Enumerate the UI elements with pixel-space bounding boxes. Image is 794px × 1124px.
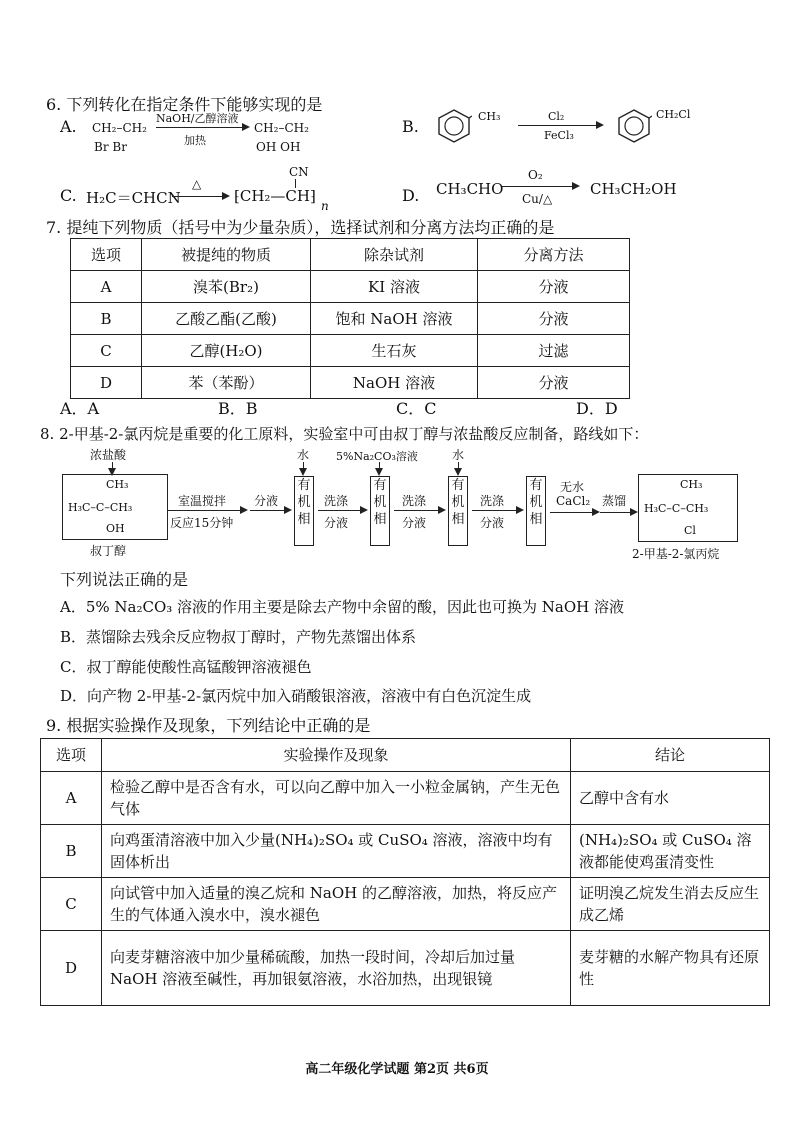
table-row (41, 931, 770, 1006)
q7-cell: 乙醇(H₂O) (142, 335, 311, 367)
q8-wash2-top: 洗涤 (402, 494, 427, 508)
benzene-ring-benzyl-chloride (616, 108, 652, 144)
q8-distill: 蒸馏 (602, 494, 627, 508)
q6a-product: CH₂–CH₂ (254, 121, 309, 135)
q9-cell: C (41, 878, 102, 931)
q9-cell: 检验乙醇中是否含有水，可以向乙醇中加入一小粒金属钠，产生无色气体 (102, 772, 571, 825)
q8-option-b: B．蒸馏除去残余反应物叔丁醇时，产物先蒸馏出体系 (60, 628, 417, 646)
q8-product-ch3: CH₃ (680, 478, 703, 491)
q6d-cond-top: O₂ (528, 168, 543, 182)
q9-header-cell: 选项 (41, 739, 102, 772)
q6b-cond-top: Cl₂ (548, 110, 565, 123)
q8-step1-top: 室温搅拌 (178, 494, 227, 508)
q6d-cond-bottom: Cu/△ (522, 192, 553, 206)
q7-cell: 分液 (478, 367, 630, 399)
q9-cell: 麦芽糖的水解产物具有还原性 (571, 931, 770, 1006)
q8-arrow-7 (600, 512, 636, 513)
page-footer: 高二年级化学试题 第2页 共6页 (305, 1062, 489, 1077)
q7-cell: D (71, 367, 142, 399)
q7-option-c: C．C (396, 399, 437, 418)
q6b-substituent-left: CH₃ (478, 110, 501, 123)
q9-header-row (41, 739, 770, 772)
q8-arrow-na2co3 (379, 462, 380, 474)
q8-organic-phase-2: 有机相 (370, 476, 390, 546)
q8-arrow-water-1 (303, 462, 304, 474)
q8-option-d: D．向产物 2-甲基-2-氯丙烷中加入硝酸银溶液，溶液中有白色沉淀生成 (60, 687, 532, 705)
q6a-arrow (156, 127, 248, 128)
q6a-reactant-sub: Br Br (94, 140, 127, 154)
q7-cell: NaOH 溶液 (311, 367, 478, 399)
q6c-arrow (172, 196, 228, 197)
q7-option-d: D．D (576, 399, 618, 418)
q8-arrow-4 (394, 510, 444, 511)
table-row (41, 772, 770, 825)
q6d-arrow (502, 186, 578, 187)
q8-wash1-top: 洗涤 (324, 494, 349, 508)
table-row (71, 303, 630, 335)
q8-stem: 8. 2-甲基-2-氯丙烷是重要的化工原料，实验室中可由叔丁醇与浓盐酸反应制备，路线如下： (40, 425, 649, 443)
q7-option-a: A．A (60, 399, 100, 418)
q6-option-d-letter: D. (402, 186, 420, 205)
q8-water-1: 水 (297, 448, 310, 462)
q8-arrow-hcl (112, 462, 113, 474)
q8-organic-phase-3: 有机相 (448, 476, 468, 546)
q8-dry-bottom: CaCl₂ (556, 494, 591, 508)
q6a-cond-bottom: 加热 (184, 134, 206, 147)
q6-stem: 6. 下列转化在指定条件下能够实现的是 (46, 95, 323, 114)
q9-cell: D (41, 931, 102, 1006)
table-row (41, 825, 770, 878)
q6b-substituent-right: CH₂Cl (656, 108, 691, 121)
q7-cell: 苯（苯酚） (142, 367, 311, 399)
q7-option-b: B．B (218, 399, 258, 418)
table-row (41, 878, 770, 931)
q6a-product-sub: OH OH (256, 140, 301, 154)
q9-cell: 向鸡蛋清溶液中加入少量(NH₄)₂SO₄ 或 CuSO₄ 溶液，溶液中均有固体析出 (102, 825, 571, 878)
q7-header-cell: 被提纯的物质 (142, 239, 311, 271)
q8-reagent-hcl: 浓盐酸 (90, 448, 127, 462)
q6-option-b-letter: B. (402, 117, 419, 136)
q7-cell: 分液 (478, 271, 630, 303)
q6a-reactant: CH₂–CH₂ (92, 121, 147, 135)
q7-cell: 分液 (478, 303, 630, 335)
q8-wash3-bottom: 分液 (480, 516, 505, 530)
q9-cell: B (41, 825, 102, 878)
q8-option-c: C．叔丁醇能使酸性高锰酸钾溶液褪色 (60, 658, 312, 676)
q9-cell: 向麦芽糖溶液中加少量稀硫酸，加热一段时间，冷却后加过量 NaOH 溶液至碱性，再加银氨溶液，水浴加热，出现银镜 (102, 931, 571, 1006)
q8-product-row: H₃C–C–CH₃ (644, 502, 709, 515)
q6c-product: ⁅CH₂—CH⁆ (234, 187, 316, 205)
q7-cell: 生石灰 (311, 335, 478, 367)
q7-cell: 溴苯(Br₂) (142, 271, 311, 303)
q7-cell: 饱和 NaOH 溶液 (311, 303, 478, 335)
table-row (71, 271, 630, 303)
q8-step2: 分液 (254, 494, 279, 508)
q8-start-ch3: CH₃ (106, 478, 129, 491)
q8-start-row: H₃C–C–CH₃ (68, 501, 133, 514)
q8-option-a: A．5% Na₂CO₃ 溶液的作用主要是除去产物中余留的酸，因此也可换为 NaOH 溶液 (60, 598, 625, 616)
q7-header-cell: 分离方法 (478, 239, 630, 271)
q6d-product: CH₃CH₂OH (590, 180, 677, 198)
q8-product-name: 2-甲基-2-氯丙烷 (632, 547, 720, 561)
q6a-cond-top: NaOH/乙醇溶液 (156, 112, 239, 125)
q7-cell: KI 溶液 (311, 271, 478, 303)
q9-stem: 9. 根据实验操作及现象，下列结论中正确的是 (46, 716, 371, 735)
q8-prompt: 下列说法正确的是 (60, 570, 189, 589)
q7-cell: 过滤 (478, 335, 630, 367)
q8-water-2: 水 (452, 448, 465, 462)
q8-wash3-top: 洗涤 (480, 494, 505, 508)
q6-option-c-letter: C. (60, 186, 77, 205)
q8-arrow-water-2 (458, 462, 459, 474)
q8-na2co3: 5%Na₂CO₃溶液 (336, 450, 418, 463)
q9-cell: 证明溴乙烷发生消去反应生成乙烯 (571, 878, 770, 931)
q6-option-a-letter: A. (60, 117, 77, 136)
q8-arrow-5 (472, 510, 522, 511)
benzene-ring-toluene (436, 108, 472, 144)
q7-table (70, 238, 630, 399)
q9-header-cell: 实验操作及现象 (102, 739, 571, 772)
q9-cell: 向试管中加入适量的溴乙烷和 NaOH 的乙醇溶液，加热，将反应产生的气体通入溴水中，溴水褪色 (102, 878, 571, 931)
q7-header-row (71, 239, 630, 271)
q9-cell: A (41, 772, 102, 825)
q8-wash2-bottom: 分液 (402, 516, 427, 530)
q6c-reactant: H₂C＝CHCN (86, 189, 181, 207)
q8-start-name: 叔丁醇 (90, 544, 127, 558)
q8-organic-phase-4: 有机相 (526, 476, 546, 546)
q8-arrow-2 (250, 510, 290, 511)
q8-organic-phase-1: 有机相 (294, 476, 314, 546)
q6d-reactant: CH₃CHO (436, 180, 504, 198)
q8-product-cl: Cl (684, 524, 696, 537)
table-row (71, 367, 630, 399)
q9-cell: 乙醇中含有水 (571, 772, 770, 825)
q7-stem: 7. 提纯下列物质（括号中为少量杂质），选择试剂和分离方法均正确的是 (46, 218, 555, 237)
table-row (71, 335, 630, 367)
q7-cell: A (71, 271, 142, 303)
q7-cell: 乙酸乙酯(乙酸) (142, 303, 311, 335)
q8-arrow-6 (550, 512, 598, 513)
q8-arrow-3 (318, 510, 366, 511)
q9-table (40, 738, 770, 1006)
q8-step1-bottom: 反应15分钟 (170, 516, 234, 530)
q7-cell: B (71, 303, 142, 335)
q6c-product-n: n (321, 199, 329, 213)
q8-wash1-bottom: 分液 (324, 516, 349, 530)
q7-header-cell: 选项 (71, 239, 142, 271)
q9-header-cell: 结论 (571, 739, 770, 772)
q7-header-cell: 除杂试剂 (311, 239, 478, 271)
q6b-arrow (518, 125, 602, 126)
q7-cell: C (71, 335, 142, 367)
q6c-cond: △ (192, 177, 202, 191)
q8-dry-top: 无水 (560, 480, 585, 494)
q9-cell: (NH₄)₂SO₄ 或 CuSO₄ 溶液都能使鸡蛋清变性 (571, 825, 770, 878)
q6c-product-cn: CN (289, 165, 309, 179)
q8-arrow-1 (168, 510, 246, 511)
q6b-cond-bottom: FeCl₃ (544, 129, 574, 142)
q8-start-oh: OH (106, 522, 125, 535)
